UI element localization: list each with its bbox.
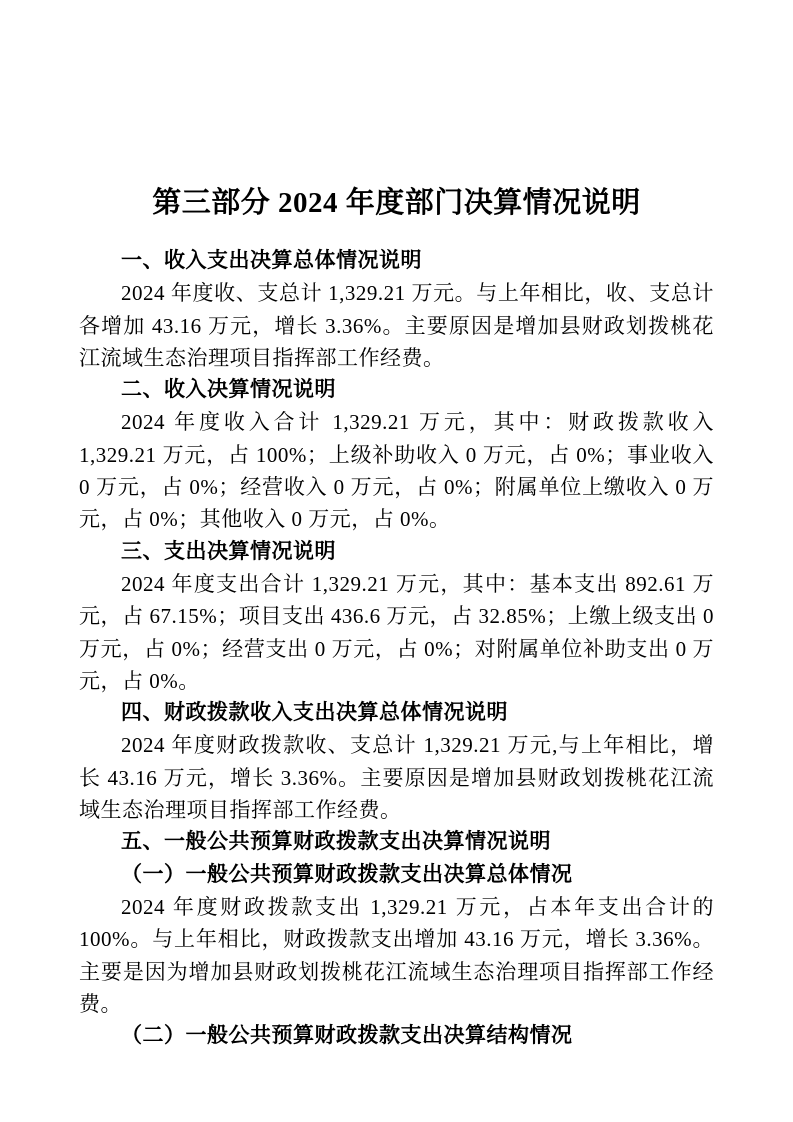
section-heading-fiscal-appropriation-overview: 四、财政拨款收入支出决算总体情况说明	[121, 701, 508, 725]
subsection-paragraph-general-budget-overall: 2024 年度财政拨款支出 1,329.21 万元，占本年支出合计的 100%。与上年相比，财政拨款支出增加 43.16 万元，增长 3.36%。主要是因为增加县财政划拨桃花江流域生态治理项目指挥部工作经费。	[79, 894, 714, 1016]
section-heading-income-expenditure-overview: 一、收入支出决算总体情况说明	[121, 249, 422, 272]
section-heading-general-public-budget-expenditure: 五、一般公共预算财政拨款支出决算情况说明	[121, 830, 551, 854]
section-paragraph-income-expenditure-overview: 2024 年度收、支总计 1,329.21 万元。与上年相比，收、支总计各增加 43.16 万元，增长 3.36%。主要原因是增加县财政划拨桃花江流域生态治理项目指挥部工作经费。	[79, 281, 714, 370]
subsection-heading-general-budget-structure: （二）一般公共预算财政拨款支出决算结构情况	[121, 1024, 573, 1048]
subsection-heading-general-budget-overall: （一）一般公共预算财政拨款支出决算总体情况	[121, 862, 573, 886]
document-title: 第三部分 2024 年度部门决算情况说明	[152, 187, 641, 219]
section-paragraph-income-accounts: 2024 年度收入合计 1,329.21 万元，其中：财政拨款收入 1,329.21 万元，占 100%；上级补助收入 0 万元，占 0%；事业收入 0 万元，占 0%；经营收入 0 万元，占 0%；附属单位上缴收入 0 万元，占 0%；其他收入 0 万元，占 0%。	[79, 410, 714, 532]
section-heading-income-accounts: 二、收入决算情况说明	[121, 378, 336, 402]
section-paragraph-expenditure-accounts: 2024 年度支出合计 1,329.21 万元，其中：基本支出 892.61 万元，占 67.15%；项目支出 436.6 万元，占 32.85%；上缴上级支出 0 万元，占 0%；经营支出 0 万元，占 0%；对附属单位补助支出 0 万元，占 0%。	[79, 571, 714, 693]
section-paragraph-fiscal-appropriation-overview: 2024 年度财政拨款收、支总计 1,329.21 万元,与上年相比，增长 43.16 万元，增长 3.36%。主要原因是增加县财政划拨桃花江流域生态治理项目指挥部工作经费。	[79, 733, 714, 823]
section-heading-expenditure-accounts: 三、支出决算情况说明	[121, 539, 336, 563]
